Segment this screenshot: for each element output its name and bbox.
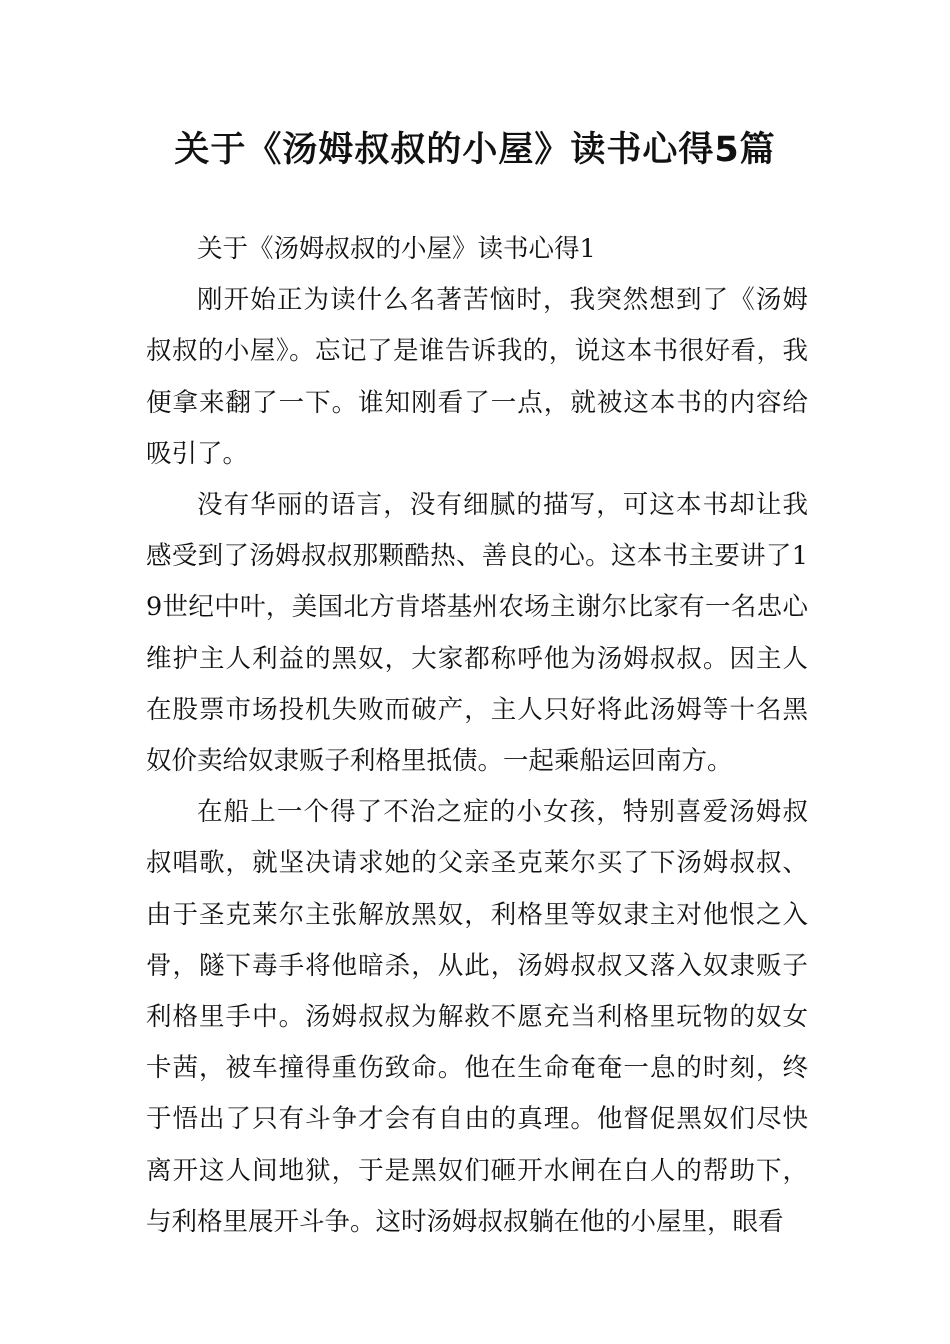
- document-body: [146, 224, 808, 1248]
- paragraph: 没有华丽的语言，没有细腻的描写，可这本书却让我感受到了汤姆叔叔那颗酷热、善良的心。这本书主要讲了19世纪中叶，美国北方肯塔基州农场主谢尔比家有一名忠心维护主人利益的黑奴，大家都称呼他为汤姆叔叔。因主人在股票市场投机失败而破产，主人只好将此汤姆等十名黑奴价卖给奴隶贩子利格里抵债。一起乘船运回南方。: [146, 490, 808, 777]
- paragraph: 在船上一个得了不治之症的小女孩，特别喜爱汤姆叔叔唱歌，就坚决请求她的父亲圣克莱尔买了下汤姆叔叔、由于圣克莱尔主张解放黑奴，利格里等奴隶主对他恨之入骨，隧下毒手将他暗杀，从此，汤姆叔叔又落入奴隶贩子利格里手中。汤姆叔叔为解救不愿充当利格里玩物的奴女卡茜，被车撞得重伤致命。他在生命奄奄一息的时刻，终于悟出了只有斗争才会有自由的真理。他督促黑奴们尽快离开这人间地狱，于是黑奴们砸开水闸在白人的帮助下，与利格里展开斗争。这时汤姆叔叔躺在他的小屋里，眼看: [146, 797, 808, 1237]
- document-title: 关于《汤姆叔叔的小屋》读书心得5篇: [174, 130, 776, 170]
- paragraph: 刚开始正为读什么名著苦恼时，我突然想到了《汤姆叔叔的小屋》。忘记了是谁告诉我的，说这本书很好看，我便拿来翻了一下。谁知刚看了一点，就被这本书的内容给吸引了。: [146, 285, 808, 469]
- section-heading: 关于《汤姆叔叔的小屋》读书心得1: [197, 234, 596, 264]
